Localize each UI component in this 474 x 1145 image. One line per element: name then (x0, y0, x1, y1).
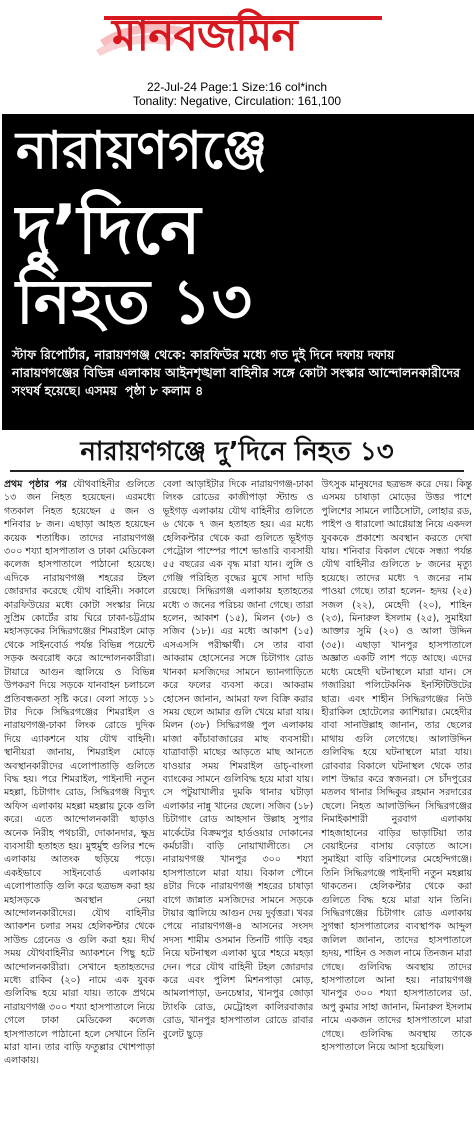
clipping-tonality-circulation: Tonality: Negative, Circulation: 161,100 (132, 94, 342, 108)
article-column-1 (4, 478, 155, 1142)
headline-line-3: নিহত ১৩ (16, 265, 252, 338)
newspaper-name: মানবজমিন (112, 10, 297, 61)
headline-line-2: দু’দিনে (16, 191, 201, 270)
continuation-headline: নারায়ণগঞ্জে দু’দিনে নিহত ১৩ (10, 434, 464, 472)
intro-text: স্টাফ রিপোর্টার, নারায়ণগঞ্জ থেকে: কারফিউর মধ্যে গত দুই দিনে দফায় দফায় নারায়ণগঞ্জের বিভিন্ন এলাকায় আইনশৃঙ্খলা বাহিনীর সঙ্গে কোটা সংস্কার আন্দোলনকারীদের সংঘর্ষ হয়েছে। এসময় (12, 347, 461, 398)
continued-page-reference: পৃষ্ঠা ৮ কলাম ৪ (125, 383, 204, 398)
continuation-label: প্রথম পৃষ্ঠার পর (4, 479, 67, 490)
headline-line-1: নারায়ণগঞ্জে (16, 121, 268, 181)
article-column-2 (163, 478, 314, 1142)
headline-block (2, 114, 474, 430)
column-1-text: যৌথবাহিনীর গুলিতে ১৩ জন নিহত হয়েছেন। এরমধ্যে গতকাল নিহত হয়েছেন ৫ জন ও শনিবার ৮ জন। এছাড়া আহত হয়েছেন কয়েক শতাধিক। তাদের নারায়ণগঞ্জ ৩০০ শয্যা হাসপাতাল ও ঢাকা মেডিকেল কলেজ হাসপাতালে পাঠানো হয়েছে। এদিকে নারায়ণগঞ্জ শহরের টহল জোরদার করেছে যৌথ বাহিনী। সকালে কারফিউয়ের মধ্যে কোটা সংস্কার নিয়ে সুপ্রিম কোর্টের রায় ঘিরে ঢাকা-চট্টগ্রাম মহাসড়কের সিদ্ধিরগঞ্জের শিমরাইল মোড় থেকে সাইনবোর্ড পর্যন্ত বিভিন্ন পয়েন্টে সড়ক অবরোধ করে আন্দোলনকারীরা। টায়ারে আগুন জ্বালিয়ে ও বিভিন্ন উপকরণ দিয়ে সড়কে যানবাহন চলাচলে প্রতিবন্ধকতা সৃষ্টি করে। বেলা সাড়ে ১১ টার দিকে সিদ্ধিরগঞ্জের শিমরাইল ও নারায়ণগঞ্জ-ঢাকা লিংক রোডে দুদিক দিয়ে এ্যাকশনে যায় যৌথ বাহিনী। স্থানীয়রা জানায়, শিমরাইল মোড়ে অবস্থানকারীদের এলোপাতাড়ি গুলিতে বিদ্ধ হয়। পরে শিমরাইল, পাইনাদী নতুন মহল্লা, চিটাগাং রোড, সিদ্ধিরগঞ্জ বিদ্যুৎ অফিস এলাকায় মহল্লা মহল্লায় ঢুকে গুলি করে। এতে আন্দোলনকারী ছাড়াও অনেক নিরীহ পথচারী, দোকানদার, ক্ষুদ্র ব্যবসায়ী হতাহত হয়। মুহুর্মুহু গুলির শব্দে এলাকায় আতংক ছড়িয়ে পড়ে। একইভাবে সাইনবোর্ড এলাকায় এলোপাতাড়ি গুলি করে ছত্রভঙ্গ করা হয় মহাসড়কে অবস্থান নেয়া আন্দোলনকারীদের। যৌথ বাহিনীর অ্যাকশন চলার সময় হেলিকপ্টার থেকে সাউন্ড গ্রেনেড ও গুলি করা হয়। দীর্ঘ সময় যৌথবাহিনীর অ্যাকশনে পিছু হটে আন্দোলনকারীরা। সেখানে হতাহতদের মধ্যে রাকিব (২০) নামে এক যুবক গুলিবিদ্ধ হয়ে মারা যায়। তাকে প্রথমে নারায়ণগঞ্জ ৩০০ শয্যা হাসপাতালে নিয়ে গেলে ঢাকা মেডিকেল কলেজ হাসপাতালে পাঠানো হলে সেখানে তিনি মারা যান। তার বাড়ি ফতুল্লার খোশপাড়া এলাকায়। (4, 479, 155, 1067)
article-body (4, 478, 472, 1142)
article-column-3 (321, 478, 472, 1142)
clipping-metadata (0, 80, 474, 108)
masthead (0, 0, 474, 74)
column-2-text: বেলা আড়াইটার দিকে নারায়ণগঞ্জ-ঢাকা লিংক রোডের কাজীপাড়া স্ট্যান্ড ও ভূইগড় এলাকায় যৌথ বাহিনীর গুলিতে ৬ থেকে ৭ জন হতাহত হয়। এর মধ্যে হেলিকপ্টার থেকে করা গুলিতে ভূইগড় পেট্রোল পাম্পের পাশে ভাঙারি ব্যবসায়ী ৫৫ বছরের এক বৃদ্ধ মারা যান। লুঙ্গি ও গেঞ্জি পরিহিত বৃদ্ধের মুখে সাদা দাড়ি রয়েছে। সিদ্ধিরগঞ্জ এলাকায় হতাহতের মধ্যে ৩ জনের পরিচয় জানা গেছে। তারা হলেন, আকাশ (১৫), মিলন (৩৮) ও সজিব (১৮)। এর মধ্যে আকাশ (১৫) এসএসসি পরীক্ষার্থী। সে তার বাবা আকরাম হোসেনের সঙ্গে চিটাগাং রোড খানকা মসজিদের সামনে ভ্যানগাড়িতে করে ফলের ব্যবসা করে। আকরাম হোসেন জানান, আমরা ফল বিক্রি করার সময় ছেলে আমার গুলি খেয়ে মারা যায়। মিলন (৩৮) সিদ্ধিরগঞ্জ পুল এলাকায় মাজা কাঁচাবাজারের মাছ ব্যবসায়ী। যাত্রাবাড়ী মাছের আড়তে মাছ আনতে যাওয়ার সময় শিমরাইল ডাচ্‌-বাংলা ব্যাংকের সামনে গুলিবিদ্ধ হয়ে মারা যায়। সে পটুয়াখালীর দুমকি থানার ঘটাড়া এলাকার নান্নু খানের ছেলে। সজিব (১৮) চিটাগাং রোড আহসান উল্লাহ সুপার মার্কেটের বিক্রমপুর হার্ডওয়ার দোকানের কর্মচারী। বাড়ি নোয়াখালীতে। সে নারায়ণগঞ্জ খানপুর ৩০০ শয্যা হাসপাতালে মারা যায়। বিকাল পৌনে ৪টার দিকে নারায়ণগঞ্জ শহরের চাষাড়া বাগে জান্নাত মসজিদের সামনে সড়কে টায়ার জ্বালিয়ে আগুন দেয় দুর্বৃত্তরা। খবর পেয়ে নারায়ণগঞ্জ-৪ আসনের সংসদ সদস্য শামীম ওসমান তিনটি গাড়ি বহর নিয়ে ঘটনাস্থল এলাকা ঘুরে শহরে মহড়া দেন। পরে যৌথ বাহিনী টহল জোরদার করে এবং পুলিশ মিশনপাড়া মোড়, আমলাপাড়া, ডনচেম্বার, খানপুর জোড়া ট্যাংকি রোড, মেট্রোহল কালিরবাজার রোড, খানপুর হাসপাতাল রোডে রাবার বুলেট ছুড়ে (162, 479, 314, 1040)
headline-intro (12, 346, 464, 400)
clipping-date-size: 22-Jul-24 Page:1 Size:16 col*inch (146, 80, 328, 94)
column-3-text: উৎসুক মানুষদের ছত্রভঙ্গ করে দেয়। কিন্তু এসময় চাষাড়া মোড়ের উত্তর পাশে পুলিশের সামনে লাঠিসোটা, লোহার রড, পাইপ ও ধারালো আগ্নেয়াস্ত্র নিয়ে একদল যুবককে প্রকাশ্যে অবস্থান করতে দেখা যায়। শনিবার বিকাল থেকে সন্ধ্যা পর্যন্ত যৌথ বাহিনীর গুলিতে ৮ জনের মৃত্যু হয়েছে। তাদের মধ্যে ৭ জনের নাম পাওয়া গেছে। তারা হলেন- হৃদয় (২৫) সজল (২২), মেহেদী (২০), শাহিন (২৩), মিনারুল ইসলাম (২৫), সুমাইয়া আক্তার সুমি (২০) ও আলা উদ্দিন (৩৫)। এছাড়া খানপুর হাসপাতালে অজ্ঞাত একটি লাশ পড়ে আছে। এদের মধ্যে মেহেদী ঘটনাস্থলে মারা যান। সে গজারিয়া পলিটেকনিক ইনস্টিটিউটের ছাত্র। এবং শাহীন সিদ্ধিরগঞ্জের নিউ হীরাকিল হোটেলের ক্যাশিয়ার। মেহেদীর বাবা সানাউল্লাহ জানান, তার ছেলের মাথায় গুলি লেগেছে। আলাউদ্দিন গুলিবিদ্ধ হয়ে ঘটনাস্থলে মারা যায়। রোববার বিকালে ঘটনাস্থল থেকে তার লাশ উদ্ধার করে স্বজনরা। সে চাঁদপুরের মতলব থানার সিদ্দিকুর রহমান সরদারের ছেলে। নিহত আলাউদ্দিন সিদ্ধিরগঞ্জের নিমাইকাশারী নুরবাগ এলাকায় শাহজাহানের বাড়ির ভাড়াটিয়া তার বেয়াইনের বাসায় বেড়াতে আসে। সুমাইয়া বাড়ি বরিশালের মেহেন্দিগঞ্জে। তিনি সিদ্ধিরগঞ্জে পাইনাদী নতুন মহল্লায় থাকতেন। হেলিকপ্টার থেকে করা গুলিতে বিদ্ধ হয়ে মারা যান তিনি। সিদ্ধিরগঞ্জের চিটাগাং রোড এলাকায় সুগন্ধা হাসপাতালের ব্যবস্থাপক আব্দুল জলিল জানান, তাদের হাসপাতালে হৃদয়, শাহিন ও সজল নামে তিনজন মারা গেছে। গুলিবিদ্ধ অবস্থায় তাদের হাসপাতালে আনা হয়। নারায়ণগঞ্জ খানপুর ৩০০ শয্যা হাসপাতালের ডা. অপু কুমার সাহা জানান, মিনারুল ইসলাম নামে একজন তাদের হাসপাতালে মারা গেছে। গুলিবিদ্ধ অবস্থায় তাকে হাসপাতালে নিয়ে আসা হয়েছিল। (321, 479, 472, 1054)
